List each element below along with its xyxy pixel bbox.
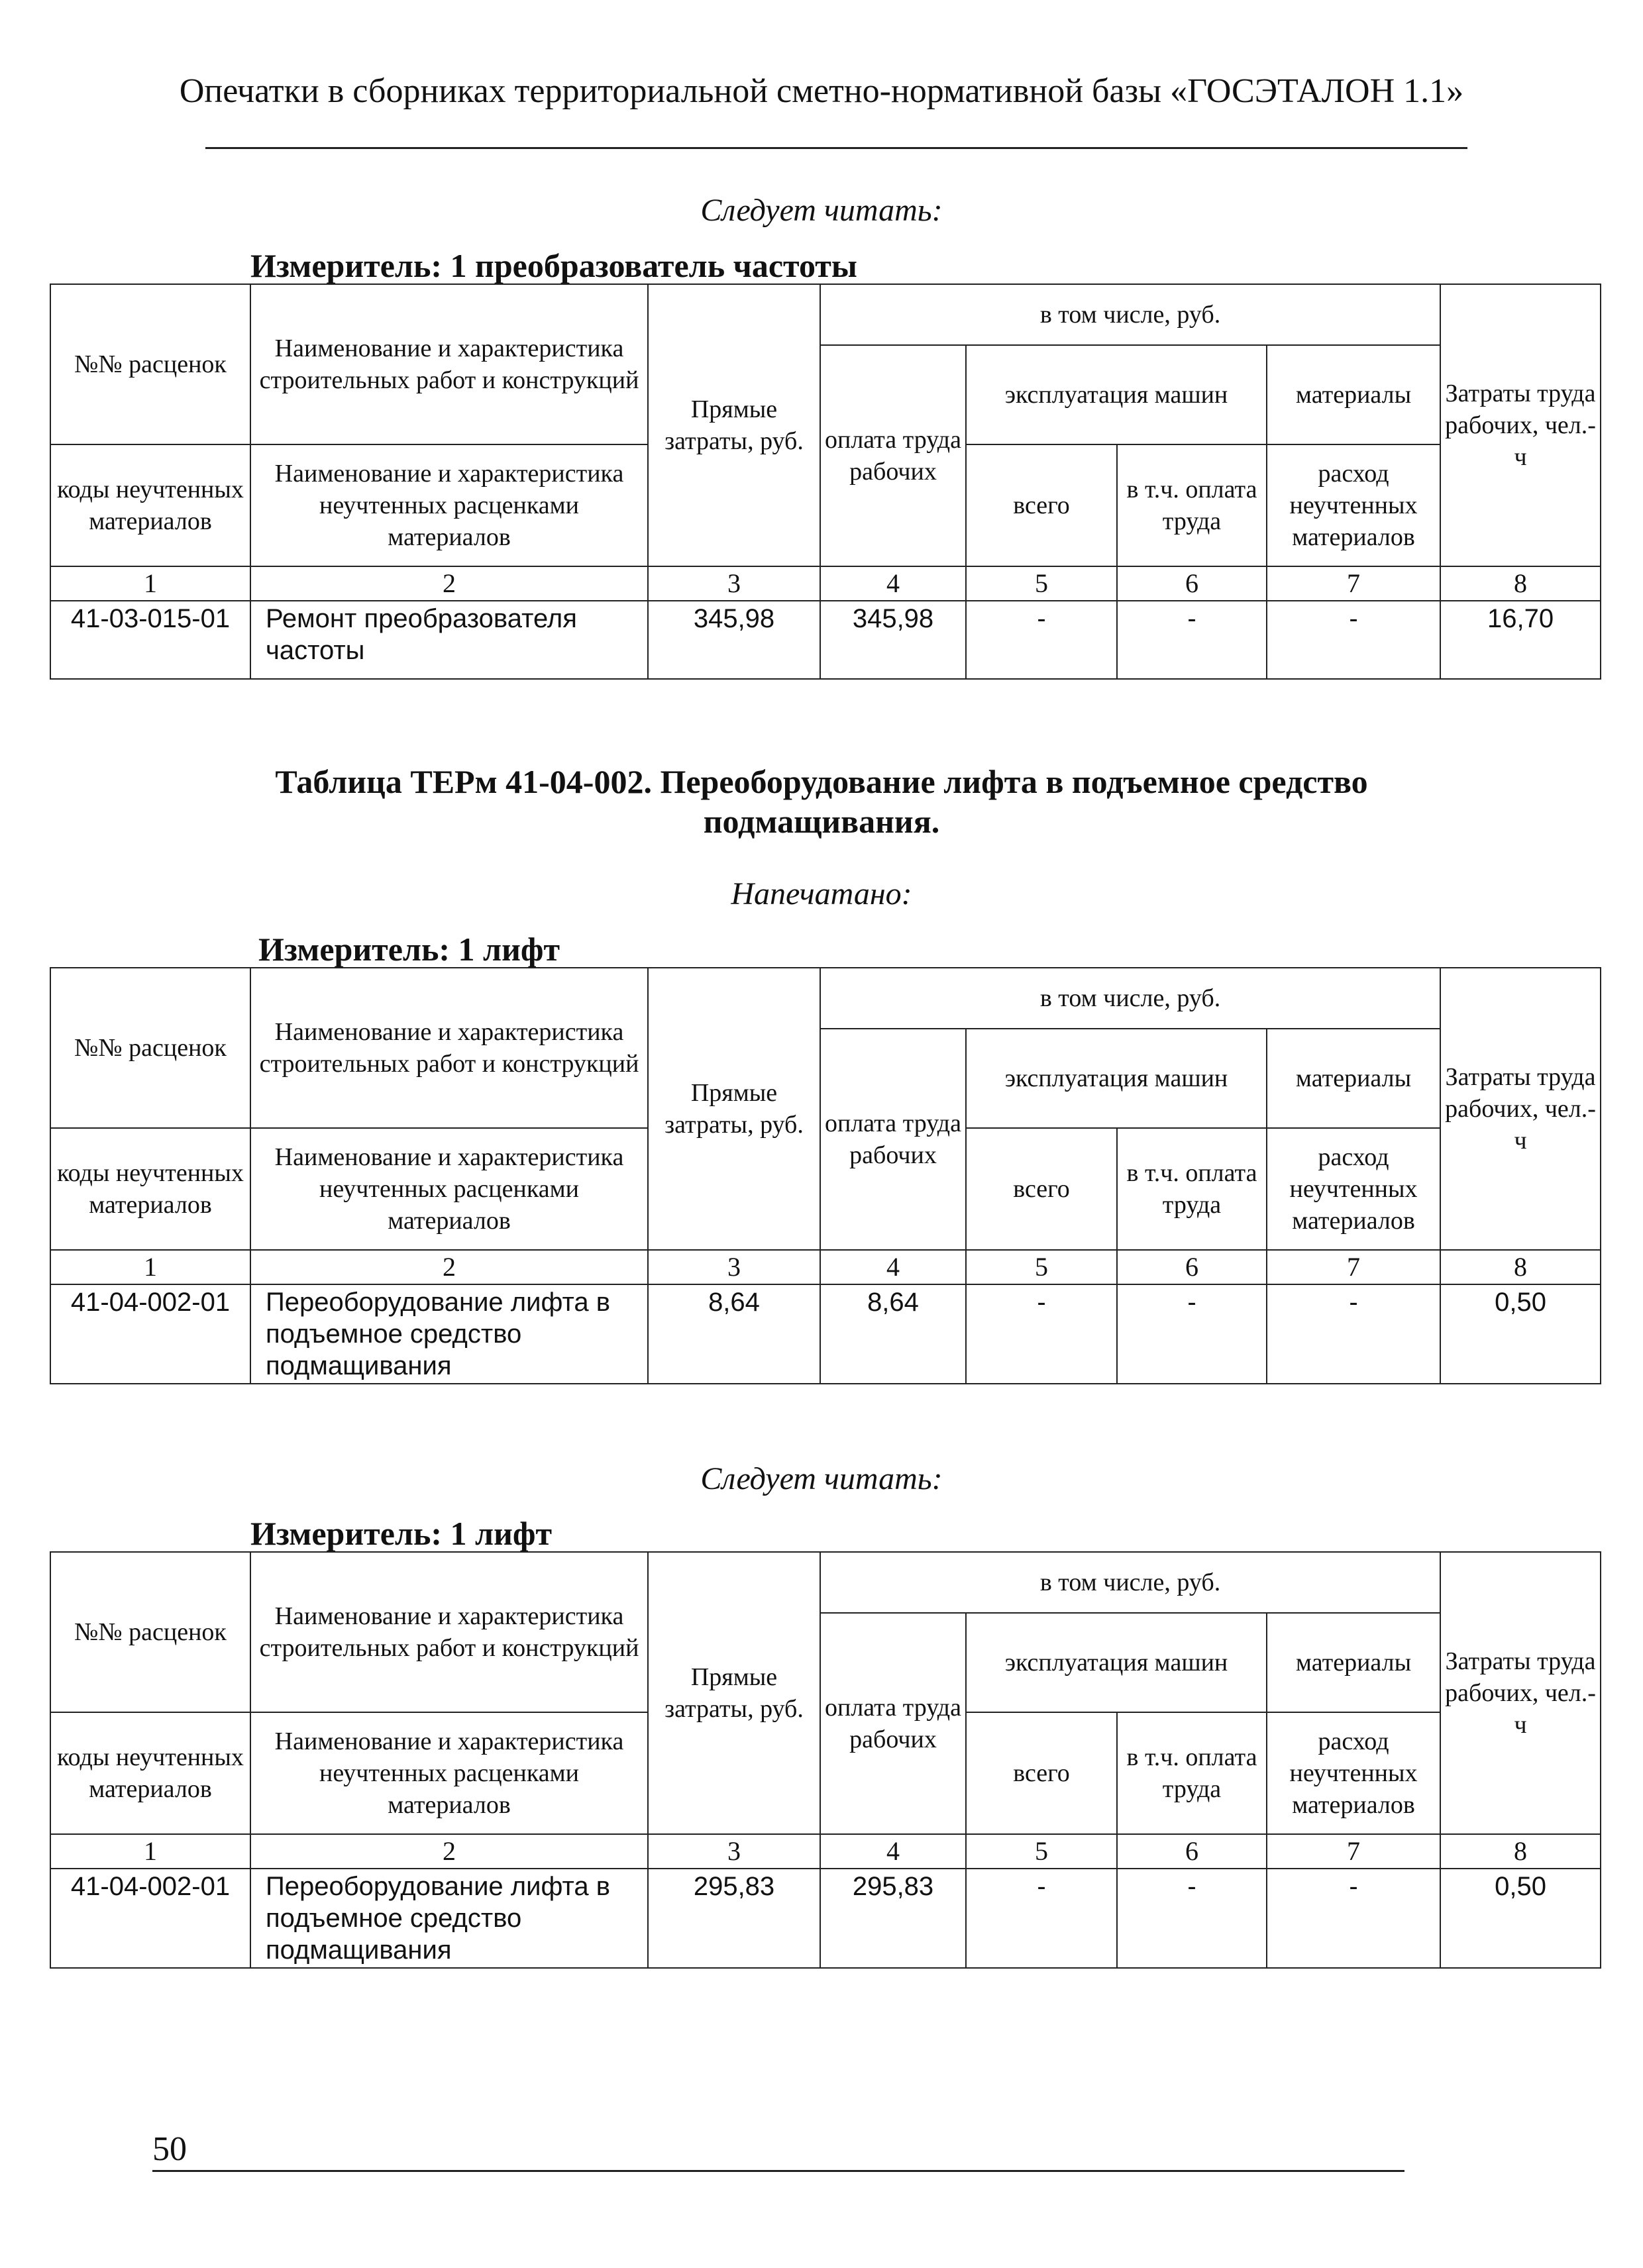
materials-value: - <box>1267 601 1440 679</box>
header-including: в том числе, руб. <box>820 1552 1440 1613</box>
column-number: 5 <box>966 1250 1117 1284</box>
table-row <box>50 1869 1601 1968</box>
header-direct-costs: Прямые затраты, руб. <box>648 1552 820 1834</box>
rates-table-block <box>50 967 1600 1384</box>
column-number: 6 <box>1117 1834 1267 1869</box>
table-row <box>50 601 1601 679</box>
header-name-bottom: Наименование и характеристика неучтенных расценками материалов <box>250 1128 648 1250</box>
column-number: 2 <box>250 566 648 601</box>
machines-pay-value: - <box>1117 601 1267 679</box>
header-consumption: расход неучтенных материалов <box>1267 1128 1440 1250</box>
header-name-top: Наименование и характеристика строительных работ и конструкций <box>250 284 648 444</box>
labor-pay-value: 8,64 <box>820 1284 966 1384</box>
materials-value: - <box>1267 1284 1440 1384</box>
page-header-title: Опечатки в сборниках территориальной сметно-нормативной базы «ГОСЭТАЛОН 1.1» <box>179 72 1464 110</box>
section-note: Следует читать: <box>700 1461 943 1496</box>
column-number: 1 <box>50 1834 250 1869</box>
header-materials: материалы <box>1267 1029 1440 1128</box>
column-number: 6 <box>1117 1250 1267 1284</box>
section-note: Напечатано: <box>731 876 912 911</box>
materials-value: - <box>1267 1869 1440 1968</box>
machines-total-value: - <box>966 601 1117 679</box>
labor-cost-value: 0,50 <box>1440 1284 1601 1384</box>
header-consumption: расход неучтенных материалов <box>1267 444 1440 566</box>
header-labor-cost: Затраты труда рабочих, чел.-ч <box>1440 284 1601 566</box>
column-number: 4 <box>820 1250 966 1284</box>
header-labor-cost: Затраты труда рабочих, чел.-ч <box>1440 968 1601 1250</box>
rates-table <box>50 284 1601 680</box>
header-machines-total: всего <box>966 1128 1117 1250</box>
column-number: 1 <box>50 566 250 601</box>
labor-cost-value: 16,70 <box>1440 601 1601 679</box>
rate-code: 41-04-002-01 <box>50 1284 250 1384</box>
header-including: в том числе, руб. <box>820 968 1440 1029</box>
header-materials: материалы <box>1267 345 1440 444</box>
machines-total-value: - <box>966 1869 1117 1968</box>
direct-costs-value: 8,64 <box>648 1284 820 1384</box>
direct-costs-value: 295,83 <box>648 1869 820 1968</box>
column-number: 6 <box>1117 566 1267 601</box>
header-name-bottom: Наименование и характеристика неучтенных расценками материалов <box>250 444 648 566</box>
header-name-top: Наименование и характеристика строительных работ и конструкций <box>250 968 648 1128</box>
machines-pay-value: - <box>1117 1869 1267 1968</box>
section-note: Следует читать: <box>700 193 943 228</box>
column-number: 1 <box>50 1250 250 1284</box>
header-code-bottom: коды неучтенных материалов <box>50 1128 250 1250</box>
header-labor-pay: оплата труда рабочих <box>820 345 966 566</box>
header-machines-total: всего <box>966 1712 1117 1834</box>
labor-cost-value: 0,50 <box>1440 1869 1601 1968</box>
rate-name: Ремонт преобразователя частоты <box>250 601 648 679</box>
header-machines-pay: в т.ч. оплата труда <box>1117 444 1267 566</box>
header-code-bottom: коды неучтенных материалов <box>50 444 250 566</box>
rates-table-block <box>50 284 1600 680</box>
column-number: 7 <box>1267 1250 1440 1284</box>
measure-label: Измеритель: 1 лифт <box>258 931 560 968</box>
header-labor-pay: оплата труда рабочих <box>820 1029 966 1250</box>
column-number: 2 <box>250 1250 648 1284</box>
measure-label: Измеритель: 1 лифт <box>250 1515 553 1552</box>
table-title: Таблица ТЕРм 41-04-002. Переоборудование лифта в подъемное средство подмащивания. <box>275 763 1368 840</box>
column-number: 4 <box>820 566 966 601</box>
measure-label: Измеритель: 1 преобразователь частоты <box>250 247 857 284</box>
header-name-top: Наименование и характеристика строительных работ и конструкций <box>250 1552 648 1712</box>
labor-pay-value: 345,98 <box>820 601 966 679</box>
machines-pay-value: - <box>1117 1284 1267 1384</box>
header-code-top: №№ расценок <box>50 968 250 1128</box>
labor-pay-value: 295,83 <box>820 1869 966 1968</box>
column-number: 8 <box>1440 1834 1601 1869</box>
column-number: 7 <box>1267 566 1440 601</box>
rates-table-block <box>50 1551 1600 1969</box>
column-number: 4 <box>820 1834 966 1869</box>
rates-table <box>50 967 1601 1384</box>
rate-code: 41-03-015-01 <box>50 601 250 679</box>
column-number: 8 <box>1440 1250 1601 1284</box>
column-number: 3 <box>648 1250 820 1284</box>
column-number: 3 <box>648 566 820 601</box>
page-number: 50 <box>152 2130 187 2168</box>
header-code-top: №№ расценок <box>50 284 250 444</box>
header-direct-costs: Прямые затраты, руб. <box>648 284 820 566</box>
header-code-bottom: коды неучтенных материалов <box>50 1712 250 1834</box>
header-rule <box>205 147 1467 149</box>
rate-name: Переоборудование лифта в подъемное средство подмащивания <box>250 1284 648 1384</box>
header-labor-pay: оплата труда рабочих <box>820 1613 966 1834</box>
machines-total-value: - <box>966 1284 1117 1384</box>
header-consumption: расход неучтенных материалов <box>1267 1712 1440 1834</box>
header-labor-cost: Затраты труда рабочих, чел.-ч <box>1440 1552 1601 1834</box>
column-number: 8 <box>1440 566 1601 601</box>
direct-costs-value: 345,98 <box>648 601 820 679</box>
header-machines-total: всего <box>966 444 1117 566</box>
footer-rule <box>152 2170 1404 2172</box>
header-machines: эксплуатация машин <box>966 345 1267 444</box>
column-number: 7 <box>1267 1834 1440 1869</box>
header-direct-costs: Прямые затраты, руб. <box>648 968 820 1250</box>
rate-name: Переоборудование лифта в подъемное средство подмащивания <box>250 1869 648 1968</box>
column-number: 3 <box>648 1834 820 1869</box>
header-materials: материалы <box>1267 1613 1440 1712</box>
column-number: 5 <box>966 1834 1117 1869</box>
rates-table <box>50 1551 1601 1969</box>
header-name-bottom: Наименование и характеристика неучтенных расценками материалов <box>250 1712 648 1834</box>
table-row <box>50 1284 1601 1384</box>
header-machines-pay: в т.ч. оплата труда <box>1117 1128 1267 1250</box>
header-machines: эксплуатация машин <box>966 1613 1267 1712</box>
header-code-top: №№ расценок <box>50 1552 250 1712</box>
header-machines-pay: в т.ч. оплата труда <box>1117 1712 1267 1834</box>
column-number: 2 <box>250 1834 648 1869</box>
header-including: в том числе, руб. <box>820 284 1440 345</box>
rate-code: 41-04-002-01 <box>50 1869 250 1968</box>
column-number: 5 <box>966 566 1117 601</box>
header-machines: эксплуатация машин <box>966 1029 1267 1128</box>
